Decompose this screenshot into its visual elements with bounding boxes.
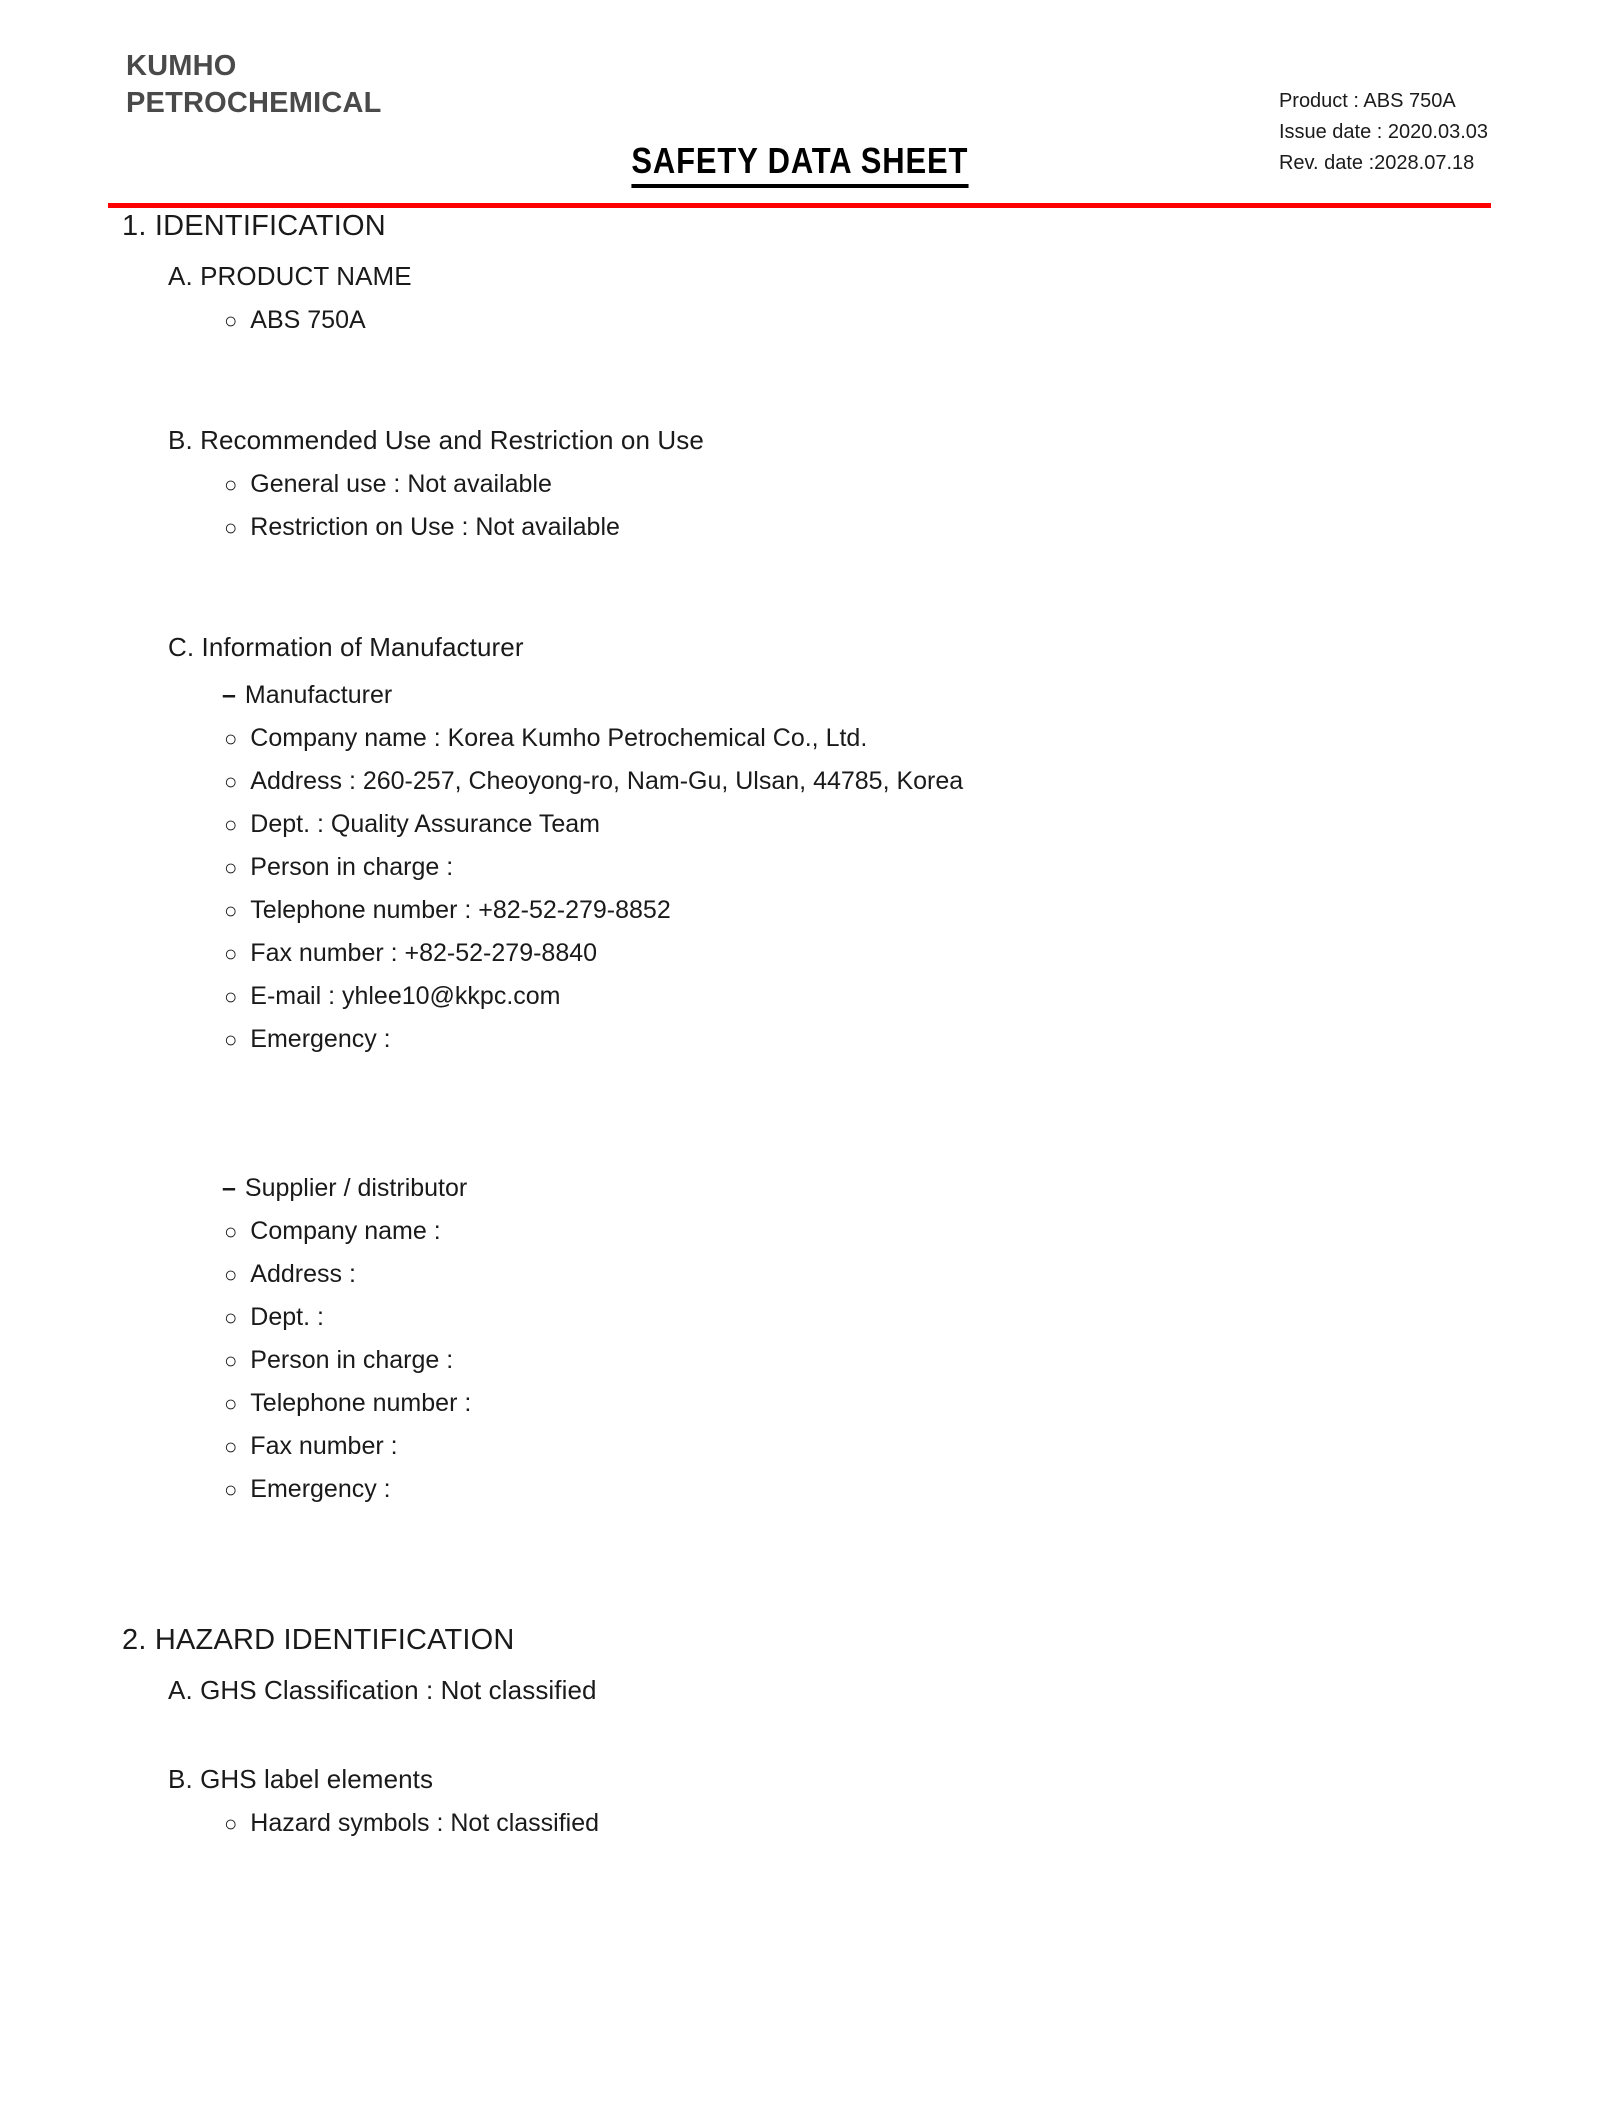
meta-product: Product : ABS 750A	[1278, 90, 1456, 112]
group-heading-manufacturer	[222, 681, 1600, 710]
bullet-circle-icon: ○	[224, 1305, 238, 1330]
list-item-label: Telephone number :	[250, 1389, 472, 1417]
list-item-label: Company name :	[250, 1217, 441, 1245]
section-heading-hazard-identification: 2. HAZARD IDENTIFICATION	[122, 1624, 515, 1656]
list-item-label: Telephone number : +82-52-279-8852	[250, 896, 671, 924]
list-item	[224, 1217, 1600, 1246]
list-item-label: Address : 260-257, Cheoyong-ro, Nam-Gu, Ulsan, 44785, Korea	[250, 767, 964, 795]
bullet-circle-icon: ○	[224, 1027, 238, 1052]
bullet-circle-icon: ○	[224, 1477, 238, 1502]
logo-line-1: KUMHO	[126, 50, 237, 82]
group-heading-label: Supplier / distributor	[244, 1174, 468, 1202]
list-item	[224, 1260, 1600, 1289]
list-item	[224, 853, 1600, 882]
section-heading-identification: 1. IDENTIFICATION	[122, 210, 386, 242]
bullet-circle-icon: ○	[224, 472, 238, 497]
subsection-ghs-label-elements: B. GHS label elements	[168, 1764, 434, 1794]
document-header	[0, 0, 1600, 200]
list-item-label: Dept. : Quality Assurance Team	[250, 810, 601, 838]
bullet-circle-icon: ○	[224, 769, 238, 794]
list-item-label: Person in charge :	[250, 853, 454, 881]
list-item	[224, 1475, 1600, 1504]
meta-rev-date: Rev. date :2028.07.18	[1278, 152, 1475, 174]
meta-issue-date: Issue date : 2020.03.03	[1278, 121, 1488, 143]
list-item	[224, 1389, 1600, 1418]
list-item-label: Dept. :	[250, 1303, 324, 1331]
list-item	[224, 896, 1600, 925]
bullet-circle-icon: ○	[224, 1811, 238, 1836]
bullet-circle-icon: ○	[224, 941, 238, 966]
page-title-text: SAFETY DATA SHEET	[632, 140, 969, 188]
list-item-label: Emergency :	[250, 1475, 391, 1503]
group-heading-supplier	[222, 1174, 1600, 1203]
list-item-label: Emergency :	[250, 1025, 391, 1053]
subsection-recommended-use: B. Recommended Use and Restriction on Use	[168, 425, 704, 455]
dash-icon: –	[222, 1174, 236, 1202]
list-item-label: Company name : Korea Kumho Petrochemical Co., Ltd.	[250, 724, 868, 752]
list-item-label: Fax number :	[250, 1432, 398, 1460]
list-item	[224, 1809, 1600, 1838]
document-metadata	[1279, 86, 1488, 179]
list-item	[224, 513, 1600, 542]
document-body	[0, 210, 1600, 1838]
bullet-circle-icon: ○	[224, 308, 238, 333]
bullet-circle-icon: ○	[224, 984, 238, 1009]
list-item-label: Restriction on Use : Not available	[250, 513, 620, 541]
company-logo	[126, 48, 382, 122]
list-item-label: General use : Not available	[250, 470, 552, 498]
list-item-label: E-mail : yhlee10@kkpc.com	[250, 982, 561, 1010]
subsection-ghs-classification: A. GHS Classification : Not classified	[168, 1675, 597, 1705]
bullet-circle-icon: ○	[224, 1262, 238, 1287]
list-item	[224, 767, 1600, 796]
bullet-circle-icon: ○	[224, 1219, 238, 1244]
bullet-circle-icon: ○	[224, 1434, 238, 1459]
bullet-circle-icon: ○	[224, 812, 238, 837]
list-item	[224, 724, 1600, 753]
list-item-label: ABS 750A	[250, 306, 366, 334]
bullet-circle-icon: ○	[224, 1348, 238, 1373]
list-item	[224, 470, 1600, 499]
list-item	[224, 306, 1600, 335]
list-item-label: Hazard symbols : Not classified	[250, 1809, 600, 1837]
list-item	[224, 810, 1600, 839]
bullet-circle-icon: ○	[224, 898, 238, 923]
bullet-circle-icon: ○	[224, 515, 238, 540]
list-item	[224, 1432, 1600, 1461]
list-item-label: Person in charge :	[250, 1346, 454, 1374]
list-item	[224, 1025, 1600, 1054]
subsection-manufacturer-info: C. Information of Manufacturer	[168, 632, 524, 662]
subsection-product-name: A. PRODUCT NAME	[168, 261, 412, 291]
list-item	[224, 939, 1600, 968]
list-item	[224, 1346, 1600, 1375]
group-heading-label: Manufacturer	[244, 681, 393, 709]
list-item-label: Address :	[250, 1260, 356, 1288]
logo-line-2: PETROCHEMICAL	[126, 87, 382, 120]
list-item	[224, 982, 1600, 1011]
bullet-circle-icon: ○	[224, 855, 238, 880]
dash-icon: –	[222, 681, 236, 709]
bullet-circle-icon: ○	[224, 726, 238, 751]
bullet-circle-icon: ○	[224, 1391, 238, 1416]
header-divider-rule	[108, 203, 1491, 208]
list-item-label: Fax number : +82-52-279-8840	[250, 939, 598, 967]
list-item	[224, 1303, 1600, 1332]
